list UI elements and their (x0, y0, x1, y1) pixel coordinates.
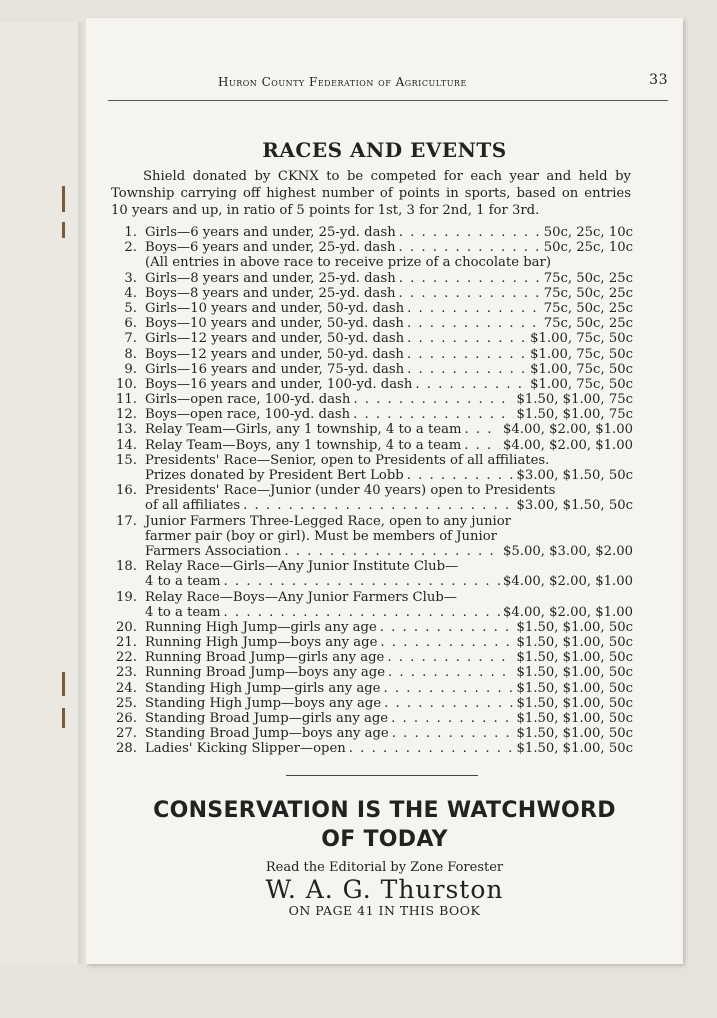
event-description: Boys—8 years and under, 25-yd. dash (145, 285, 396, 301)
event-row (111, 255, 633, 270)
event-line (145, 407, 633, 422)
event-row (111, 726, 633, 741)
event-row (111, 377, 633, 392)
event-line (145, 240, 633, 255)
leader-dots (388, 665, 514, 680)
event-description: Ladies' Kicking Slipper—open (145, 741, 346, 757)
event-number: 3. (124, 270, 137, 286)
event-prizes: $1.50, $1.00, 50c (516, 635, 633, 651)
intro-paragraph: Shield donated by CKNX to be competed for each year and held by Township carrying off highest number of points in sports, based on entries 10 years and up, in ratio of 5 points for 1st, 3 for 2nd, 1 for 3rd. (111, 169, 631, 218)
header-rule (108, 100, 668, 101)
event-description: Girls—12 years and under, 50-yd. dash (145, 331, 405, 347)
event-number: 26. (116, 711, 137, 726)
leader-dots (407, 347, 527, 362)
event-number: 2. (124, 240, 137, 256)
event-prizes: $4.00, $2.00, $1.00 (502, 604, 633, 620)
event-description: (All entries in above race to receive prize of a chocolate bar) (145, 255, 551, 271)
event-prizes: 50c, 25c, 10c (543, 225, 633, 240)
event-line (145, 696, 633, 711)
event-row (111, 271, 633, 286)
event-row (111, 590, 633, 605)
event-number: 17. (116, 513, 137, 529)
event-line (145, 255, 633, 270)
event-description: Girls—open race, 100-yd. dash (145, 392, 351, 408)
event-prizes: $1.00, 75c, 50c (530, 331, 633, 347)
event-number: 9. (124, 361, 137, 377)
leader-dots (380, 635, 513, 650)
leader-dots (387, 650, 513, 665)
event-row (111, 696, 633, 711)
event-number: 6. (124, 316, 137, 332)
event-number: 1. (124, 225, 137, 240)
event-row (111, 316, 633, 331)
event-prizes: $1.50, $1.00, 75c (516, 407, 633, 423)
event-line (145, 453, 633, 468)
event-description: Standing High Jump—boys any age (145, 695, 382, 711)
leader-dots (391, 711, 513, 726)
event-number: 11. (116, 392, 137, 408)
leader-dots (224, 605, 500, 620)
event-description: Standing High Jump—girls any age (145, 680, 381, 696)
leader-dots (399, 240, 541, 255)
staple-mark (62, 708, 65, 728)
event-line (145, 635, 633, 650)
event-prizes: $1.50, $1.00, 50c (516, 680, 633, 696)
event-line (145, 605, 633, 620)
leader-dots (407, 468, 514, 483)
event-prizes: 50c, 25c, 10c (543, 240, 633, 256)
leader-dots (407, 362, 527, 377)
event-row (111, 225, 633, 240)
event-number: 7. (124, 331, 137, 347)
event-prizes: $1.00, 75c, 50c (530, 346, 633, 362)
event-row (111, 422, 633, 437)
leader-dots (415, 377, 527, 392)
event-line (145, 377, 633, 392)
event-description: Running Broad Jump—girls any age (145, 650, 385, 666)
event-row (111, 665, 633, 680)
event-line (145, 590, 633, 605)
event-description: Standing Broad Jump—boys any age (145, 726, 389, 742)
event-description: Boys—6 years and under, 25-yd. dash (145, 240, 396, 256)
event-row (111, 438, 633, 453)
event-row (111, 483, 633, 498)
section-divider (286, 775, 478, 776)
leader-dots (284, 544, 500, 559)
conservation-line-2: OF TODAY (321, 827, 448, 852)
conservation-heading (86, 796, 683, 854)
event-line (145, 650, 633, 665)
staple-mark (62, 186, 65, 212)
event-description: Running High Jump—boys any age (145, 635, 378, 651)
event-description: farmer pair (boy or girl). Must be members of Junior (145, 528, 497, 544)
event-prizes: $3.00, $1.50, 50c (516, 498, 633, 514)
event-prizes: $4.00, $2.00, $1.00 (502, 422, 633, 438)
event-line (145, 483, 633, 498)
event-description: Boys—12 years and under, 50-yd. dash (145, 346, 404, 362)
event-number: 4. (124, 285, 137, 301)
event-description: Relay Race—Boys—Any Junior Farmers Club— (145, 589, 457, 605)
event-prizes: 75c, 50c, 25c (543, 270, 633, 286)
leader-dots (392, 726, 514, 741)
event-line (145, 559, 633, 574)
event-line (145, 331, 633, 346)
events-list (111, 225, 633, 757)
event-prizes: $4.00, $2.00, $1.00 (502, 437, 633, 453)
event-row (111, 453, 633, 468)
event-row (111, 331, 633, 346)
event-number: 23. (116, 665, 137, 681)
event-description: Farmers Association (145, 543, 282, 559)
leader-dots (399, 225, 541, 240)
page-heading: RACES AND EVENTS (262, 138, 507, 162)
event-row (111, 514, 633, 529)
leader-dots (407, 331, 527, 346)
event-description: Relay Team—Boys, any 1 township, 4 to a team (145, 437, 462, 453)
event-row (111, 301, 633, 316)
leader-dots (383, 681, 513, 696)
header-title: Huron County Federation of Agriculture (218, 75, 467, 89)
event-line (145, 620, 633, 635)
event-line (145, 665, 633, 680)
event-number: 5. (124, 300, 137, 316)
event-row (111, 605, 633, 620)
event-number: 14. (116, 437, 137, 453)
event-line (145, 362, 633, 377)
event-line (145, 286, 633, 301)
event-number: 24. (116, 680, 137, 696)
leader-dots (243, 498, 513, 513)
event-prizes: $4.00, $2.00, $1.00 (502, 574, 633, 590)
event-row (111, 468, 633, 483)
event-number: 19. (116, 589, 137, 605)
event-description: Relay Race—Girls—Any Junior Institute Club— (145, 559, 459, 575)
event-line (145, 741, 633, 756)
event-row (111, 362, 633, 377)
event-row (111, 681, 633, 696)
event-prizes: $1.50, $1.00, 75c (516, 392, 633, 408)
event-line (145, 438, 633, 453)
event-number: 16. (116, 483, 137, 499)
event-row (111, 392, 633, 407)
event-line (145, 392, 633, 407)
event-row (111, 286, 633, 301)
leader-dots (464, 438, 500, 453)
event-description: Running High Jump—girls any age (145, 619, 377, 635)
event-number: 12. (116, 407, 137, 423)
event-prizes: 75c, 50c, 25c (543, 300, 633, 316)
event-description: Girls—10 years and under, 50-yd. dash (145, 300, 405, 316)
event-row (111, 741, 633, 756)
event-line (145, 225, 633, 240)
event-row (111, 498, 633, 513)
book-page (86, 18, 683, 964)
event-description: Standing Broad Jump—girls any age (145, 711, 389, 726)
event-row (111, 347, 633, 362)
event-row (111, 711, 633, 726)
forester-name: W. A. G. Thurston (265, 875, 504, 904)
leader-dots (464, 422, 500, 437)
event-prizes: 75c, 50c, 25c (543, 316, 633, 332)
event-row (111, 574, 633, 589)
event-line (145, 271, 633, 286)
page-number: 33 (649, 72, 668, 88)
event-number: 13. (116, 422, 137, 438)
event-line (145, 726, 633, 741)
leader-dots (399, 286, 541, 301)
event-line (145, 574, 633, 589)
leader-dots (384, 696, 513, 711)
leader-dots (353, 407, 513, 422)
event-prizes: $1.50, $1.00, 50c (516, 711, 633, 726)
staple-mark (62, 672, 65, 696)
event-number: 28. (116, 741, 137, 757)
event-number: 18. (116, 559, 137, 575)
event-prizes: $1.50, $1.00, 50c (516, 741, 633, 757)
event-description: Relay Team—Girls, any 1 township, 4 to a team (145, 422, 462, 438)
event-description: 4 to a team (145, 574, 221, 590)
event-number: 8. (124, 346, 137, 362)
event-number: 27. (116, 726, 137, 742)
event-description: Junior Farmers Three-Legged Race, open to any junior (145, 513, 511, 529)
event-row (111, 650, 633, 665)
event-description: Running Broad Jump—boys any age (145, 665, 385, 681)
event-row (111, 407, 633, 422)
event-description: Boys—open race, 100-yd. dash (145, 407, 351, 423)
event-line (145, 316, 633, 331)
event-line (145, 711, 633, 726)
event-description: Boys—16 years and under, 100-yd. dash (145, 376, 413, 392)
event-line (145, 498, 633, 513)
event-line (145, 681, 633, 696)
conservation-line-1: CONSERVATION IS THE WATCHWORD (153, 798, 616, 823)
event-line (145, 529, 633, 544)
leader-dots (353, 392, 513, 407)
page-reference: ON PAGE 41 IN THIS BOOK (288, 903, 481, 918)
event-prizes: $1.00, 75c, 50c (530, 376, 633, 392)
event-line (145, 301, 633, 316)
event-description: of all affiliates (145, 498, 241, 514)
event-prizes: $1.50, $1.00, 50c (516, 695, 633, 711)
event-number: 20. (116, 619, 137, 635)
event-prizes: 75c, 50c, 25c (543, 285, 633, 301)
event-row (111, 620, 633, 635)
event-prizes: $1.00, 75c, 50c (530, 361, 633, 377)
event-description: Presidents' Race—Junior (under 40 years) open to Presidents (145, 483, 556, 499)
leader-dots (380, 620, 514, 635)
staple-mark (62, 222, 65, 238)
event-description: Prizes donated by President Bert Lobb (145, 468, 404, 483)
leader-dots (224, 574, 500, 589)
leader-dots (399, 271, 541, 286)
event-row (111, 240, 633, 255)
event-line (145, 468, 633, 483)
event-prizes: $1.50, $1.00, 50c (516, 650, 633, 666)
event-prizes: $3.00, $1.50, 50c (516, 468, 633, 483)
event-row (111, 544, 633, 559)
event-description: Boys—10 years and under, 50-yd. dash (145, 316, 404, 332)
leader-dots (407, 301, 541, 316)
event-prizes: $1.50, $1.00, 50c (516, 726, 633, 742)
event-prizes: $1.50, $1.00, 50c (516, 619, 633, 635)
event-number: 25. (116, 695, 137, 711)
editorial-read-line: Read the Editorial by Zone Forester (265, 860, 504, 875)
event-description: 4 to a team (145, 604, 221, 620)
event-description: Girls—8 years and under, 25-yd. dash (145, 270, 396, 286)
event-number: 22. (116, 650, 137, 666)
event-number: 10. (116, 376, 137, 392)
event-description: Presidents' Race—Senior, open to Presidents of all affiliates. (145, 452, 550, 468)
event-number: 15. (116, 452, 137, 468)
event-number: 21. (116, 635, 137, 651)
event-line (145, 544, 633, 559)
event-row (111, 529, 633, 544)
facing-page (0, 22, 82, 964)
leader-dots (349, 741, 514, 756)
event-row (111, 635, 633, 650)
event-description: Girls—6 years and under, 25-yd. dash (145, 225, 396, 240)
event-line (145, 514, 633, 529)
event-line (145, 422, 633, 437)
event-row (111, 559, 633, 574)
event-description: Girls—16 years and under, 75-yd. dash (145, 361, 405, 377)
event-prizes: $1.50, $1.00, 50c (516, 665, 633, 681)
event-line (145, 347, 633, 362)
leader-dots (407, 316, 541, 331)
event-prizes: $5.00, $3.00, $2.00 (502, 543, 633, 559)
